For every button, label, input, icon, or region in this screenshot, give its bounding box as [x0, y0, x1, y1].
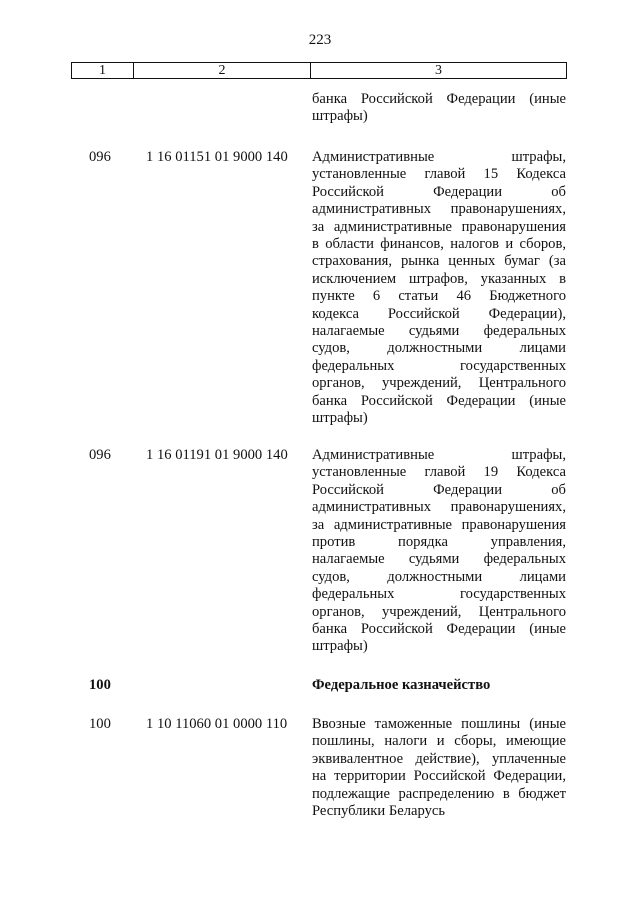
text-line: Административные штрафы,: [312, 149, 566, 165]
income-name: [312, 716, 566, 820]
header-col-2: 2: [134, 63, 311, 78]
text-line: эквивалентное действие), уплаченные: [312, 750, 566, 767]
text-line: налагаемые судьями федеральных: [312, 551, 566, 568]
text-line: налагаемые судьями федеральных: [312, 323, 566, 340]
text-line: исключением штрафов, указанных в: [312, 270, 566, 287]
text-line: Федеральное казначейство: [312, 677, 491, 693]
text-line: кодекса Российской Федерации),: [312, 305, 566, 322]
admin-code: 096: [89, 149, 111, 165]
text-line: федеральных государственных: [312, 586, 566, 603]
text-line: подлежащие распределению в бюджет: [312, 785, 566, 802]
text-line: банка Российской Федерации (иные: [312, 91, 566, 107]
table-header-row: [71, 62, 567, 79]
text-line: штрафы): [312, 108, 368, 125]
header-col-1: 1: [72, 63, 134, 78]
text-line: Российской Федерации об: [312, 183, 566, 200]
continuation-text: [312, 91, 566, 126]
text-line: органов, учреждений, Центрального: [312, 375, 566, 392]
text-line: административных правонарушениях,: [312, 499, 566, 516]
text-line: Административные штрафы,: [312, 447, 566, 463]
text-line: в области финансов, налогов и сборов,: [312, 236, 566, 253]
income-name: [312, 447, 566, 656]
header-col-3: 3: [435, 63, 442, 78]
kbk-code: 1 16 01191 01 9000 140: [146, 447, 288, 463]
text-line: Республики Беларусь: [312, 803, 446, 820]
text-line: штрафы): [312, 410, 368, 427]
text-line: страхования, рынка ценных бумаг (за: [312, 253, 566, 270]
income-name: [312, 149, 566, 428]
text-line: судов, должностными лицами: [312, 340, 566, 357]
text-line: пошлины, налоги и сборы, имеющие: [312, 733, 566, 750]
text-line: установленные главой 15 Кодекса: [312, 166, 566, 183]
text-line: федеральных государственных: [312, 357, 566, 374]
kbk-code: 1 16 01151 01 9000 140: [146, 149, 288, 165]
text-line: Ввозные таможенные пошлины (иные: [312, 716, 566, 732]
admin-code: 096: [89, 447, 111, 463]
text-line: против порядка управления,: [312, 534, 566, 551]
text-line: органов, учреждений, Центрального: [312, 603, 566, 620]
text-line: пункте 6 статьи 46 Бюджетного: [312, 288, 566, 305]
admin-code: 100: [89, 677, 111, 693]
text-line: на территории Российской Федерации,: [312, 768, 566, 785]
text-line: за административные правонарушения: [312, 516, 566, 533]
text-line: установленные главой 19 Кодекса: [312, 464, 566, 481]
text-line: Российской Федерации об: [312, 481, 566, 498]
admin-code: 100: [89, 716, 111, 732]
text-line: судов, должностными лицами: [312, 568, 566, 585]
text-line: административных правонарушениях,: [312, 201, 566, 218]
section-title: [312, 677, 566, 694]
page-number: 223: [308, 32, 332, 48]
kbk-code: 1 10 11060 01 0000 110: [146, 716, 288, 732]
text-line: банка Российской Федерации (иные: [312, 392, 566, 409]
text-line: штрафы): [312, 638, 368, 655]
text-line: за административные правонарушения: [312, 218, 566, 235]
text-line: банка Российской Федерации (иные: [312, 621, 566, 638]
